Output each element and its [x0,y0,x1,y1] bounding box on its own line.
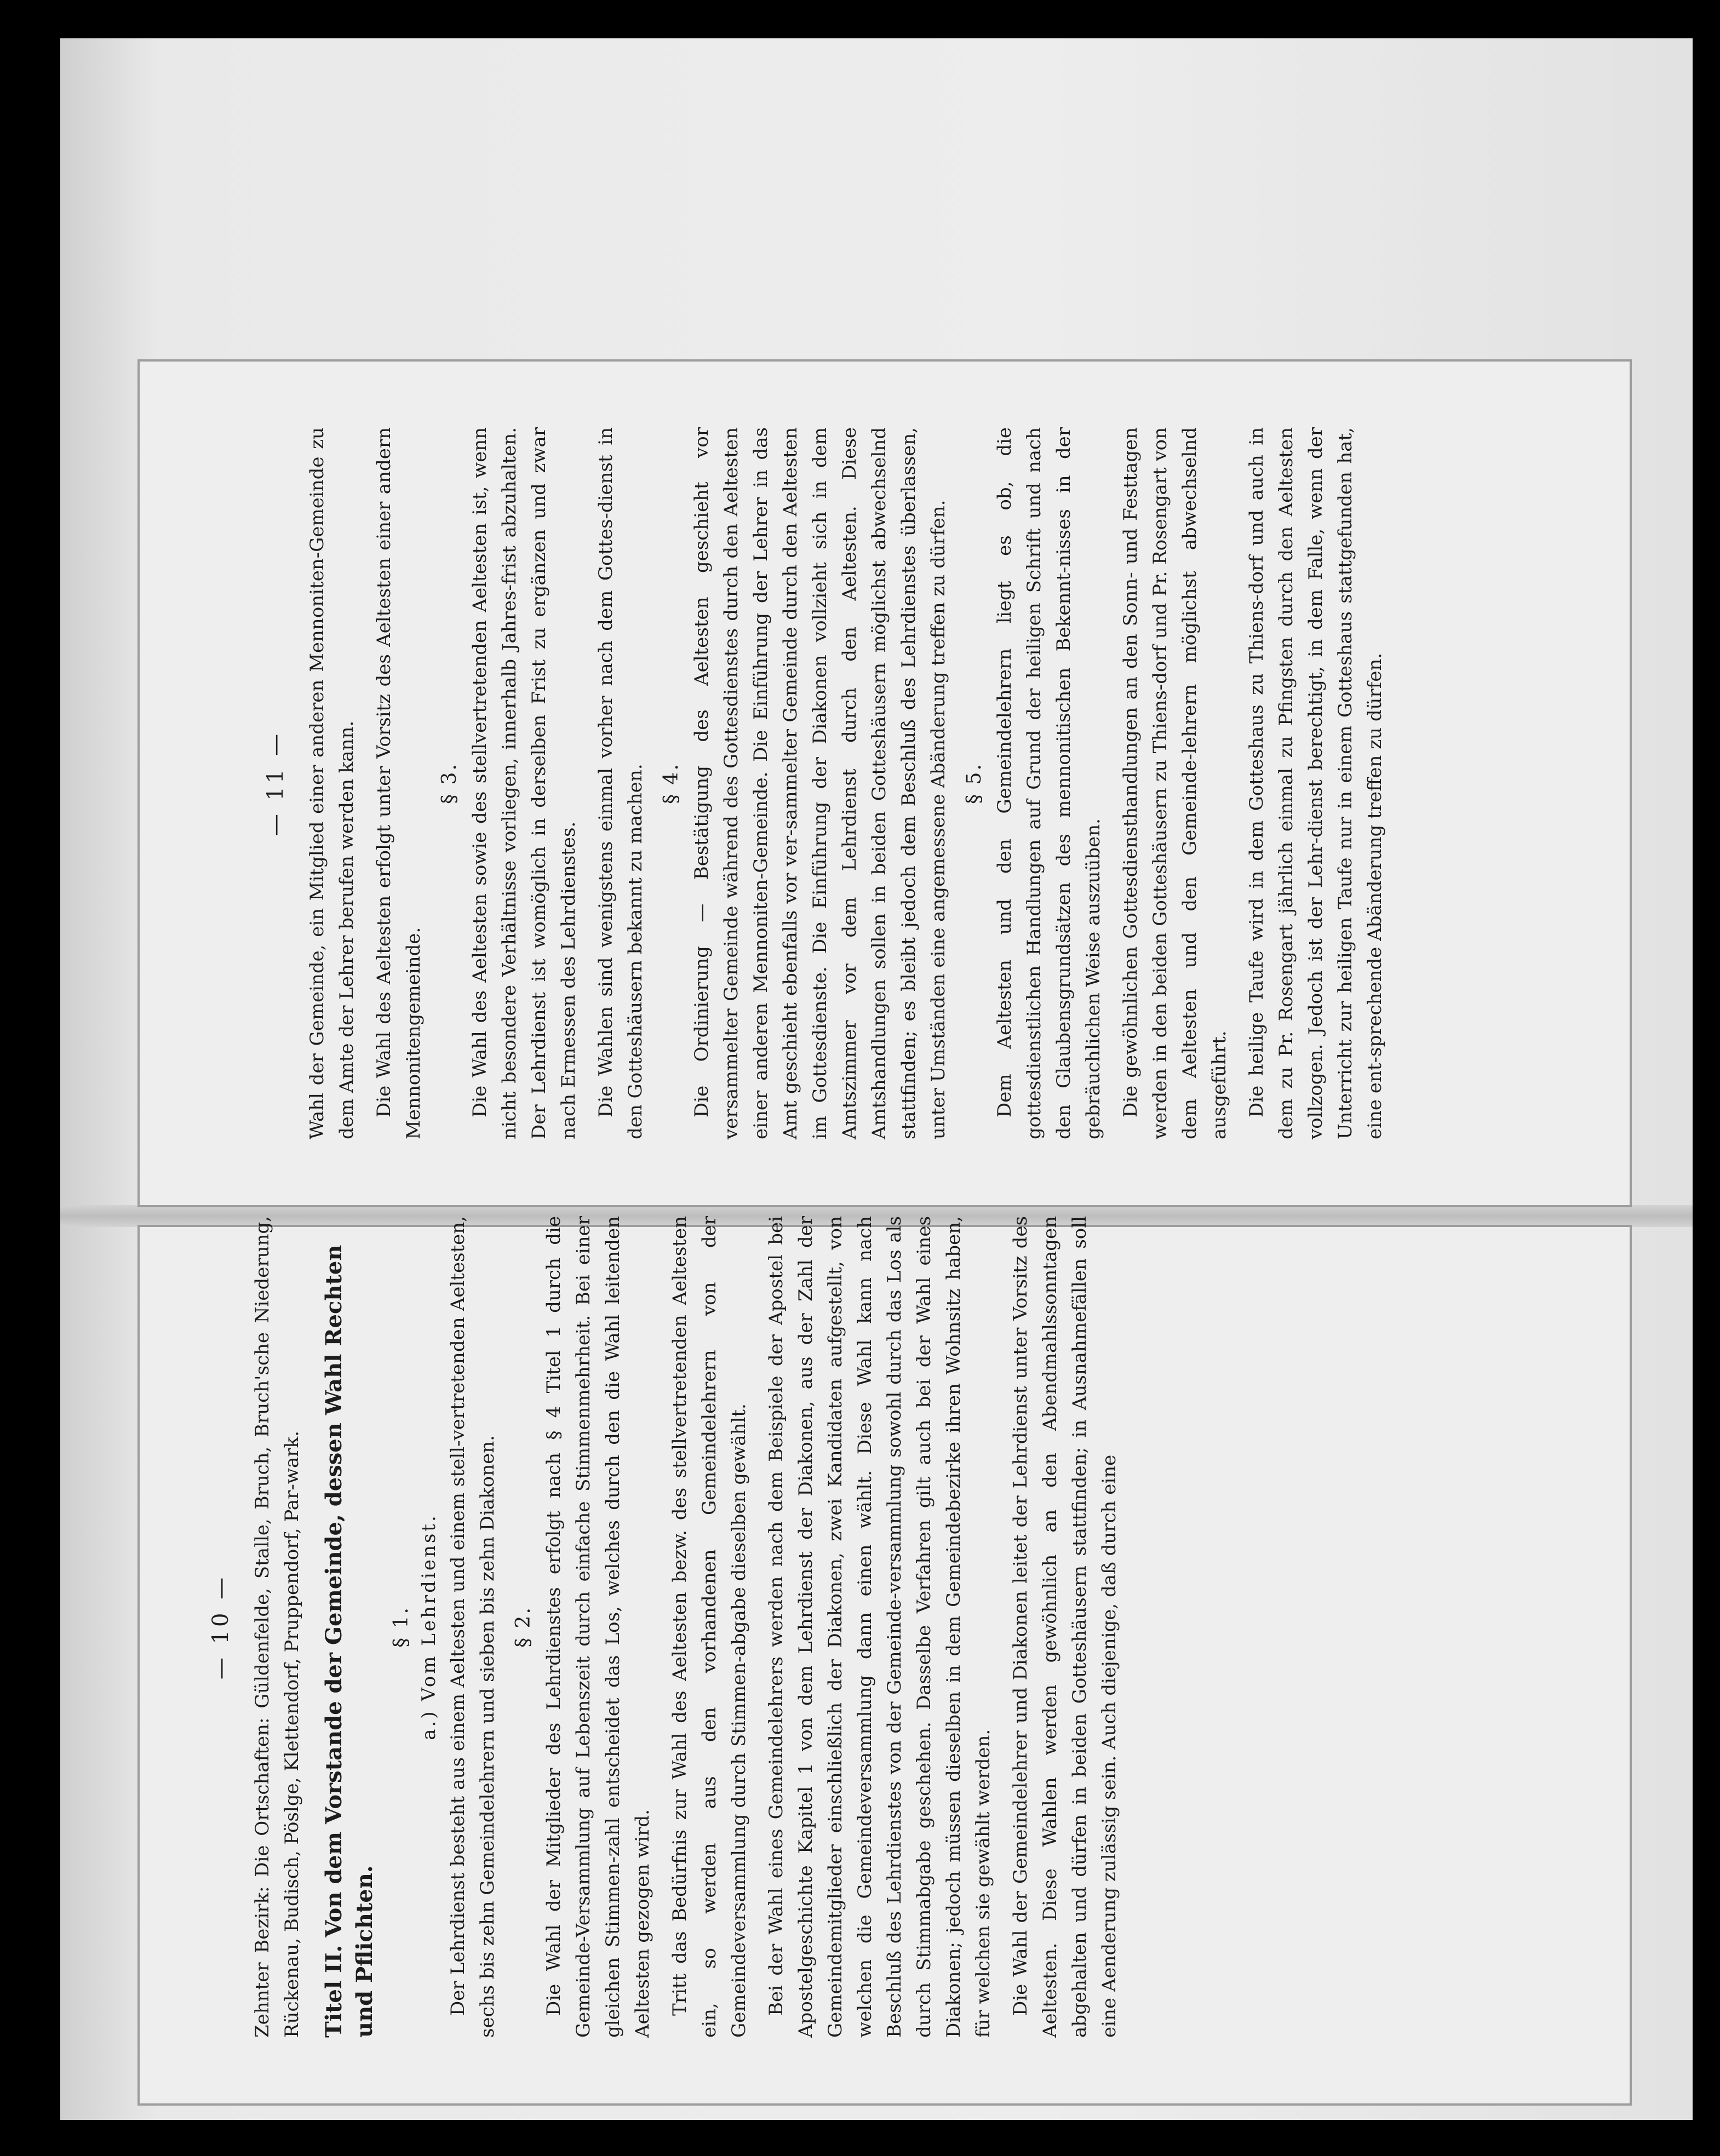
page-10-text [208,1216,1348,2038]
section-heading-1: § 1. [390,1606,412,1648]
section-1-paragraph: Der Lehrdienst besteht aus einem Aeltesten und einem stell-vertretenden Aeltesten, sechs bis zehn Gemeindelehrern und sieben bis zehn Diakonen. [447,1216,498,2038]
chapter-title: Titel II. Von dem Vorstande der Gemeinde, dessen Wahl Rechten und Pflichten. [321,1245,377,2038]
section-2-paragraph-4: Die Wahl der Gemeindelehrer und Diakonen leitet der Lehrdienst unter Vorsitz des Aeltesten. Diese Wahlen werden gewöhnlich an den Abendmahlssonntagen abgehalten und dürfen in beiden Gotteshäusern stattfinden; in Ausnahmefällen soll eine Aenderung zulässig sein. Auch diejenige, daß durch eine [1010,1216,1120,2038]
page-number: — 11 — [263,730,288,836]
page-11-text [263,427,1446,1139]
section-2-paragraph-2: Tritt das Bedürfnis zur Wahl des Aeltesten bezw. des stellvertretenden Aeltesten ein, so werden aus den vorhandenen Gemeindelehrern von der Gemeindeversammlung durch Stimmen-abgabe dieselben gewählt. [669,1216,750,2038]
section-2-paragraph-1: Die Wahl der Mitglieder des Lehrdienstes erfolgt nach § 4 Titel 1 durch die Gemeinde-Versammlung auf Lebenszeit durch einfache Stimmenmehrheit. Bei einer gleichen Stimmen-zahl entscheidet das Los, welches durch den die Wahl leitenden Aeltesten gezogen wird. [543,1216,653,2038]
section-2-paragraph-3: Bei der Wahl eines Gemeindelehrers werden nach dem Beispiele der Apostel bei Apostelgeschichte Kapitel 1 von dem Lehrdienst der Diakonen, aus der Zahl der Gemeindemitglieder einschließlich der Diakonen, zwei Kandidaten aufgestellt, von welchen die Gemeindeversammlung dann einen wählt. Diese Wahl kann nach Beschluß des Lehrdienstes von der Gemeinde-versammlung sowohl durch das Los als durch Stimmabgabe geschehen. Dasselbe Verfahren gilt auch bei der Wahl eines Diakonen; jedoch müssen dieselben in dem Gemeindebezirke ihren Wohnsitz haben, für welchen sie gewählt werden. [765,1216,994,2038]
section-1-subheading: a.) Vom Lehrdienst. [418,1513,440,1740]
section-heading-4: § 4. [660,762,683,804]
intro-paragraph-1: Wahl der Gemeinde, ein Mitglied einer anderen Mennoniten-Gemeinde zu dem Amte der Lehrer berufen werden kann. [306,427,358,1139]
district-paragraph: Zehnter Bezirk: Die Ortschaften: Güldenfelde, Stalle, Bruch, Bruch'sche Niederung, Rückenau, Budisch, Pöslge, Klettendorf, Pruppendorf, Par-wark. [251,1216,303,2038]
section-5-paragraph-3: Die heilige Taufe wird in dem Gotteshaus zu Thiens-dorf und auch in dem zu Pr. Rosengart jährlich einmal zu Pfingsten durch den Aeltesten vollzogen. Jedoch ist der Lehr-dienst berechtigt, in dem Falle, wenn der Unterricht zur heiligen Taufe nur in einem Gotteshaus stattgefunden hat, eine ent-sprechende Abänderung treffen zu dürfen. [1246,427,1386,1139]
section-heading-2: § 2. [512,1606,535,1648]
section-3-paragraph-1: Die Wahl des Aeltesten sowie des stellvertretenden Aeltesten ist, wenn nicht besondere Verhältnisse vorliegen, innerhalb Jahres-frist abzuhalten. Der Lehrdienst ist womöglich in derselben Frist zu ergänzen und zwar nach Ermessen des Lehrdienstes. [469,427,580,1139]
section-5-paragraph-2: Die gewöhnlichen Gottesdiensthandlungen an den Sonn- und Festtagen werden in den beiden Gotteshäusern zu Thiens-dorf und Pr. Rosengart von dem Aeltesten und den Gemeinde-lehrern möglichst abwechselnd ausgeführt. [1120,427,1230,1139]
section-heading-3: § 3. [438,762,461,804]
section-heading-5: § 5. [963,762,985,804]
section-5-paragraph-1: Dem Aeltesten und den Gemeindelehrern liegt es ob, die gottesdienstlichen Handlungen auf Grund der heiligen Schrift und nach den Glaubensgrundsätzen des mennonitischen Bekennt-nisses in der gebräuchlichen Weise auszuüben. [994,427,1104,1139]
section-3-paragraph-2: Die Wahlen sind wenigstens einmal vorher nach dem Gottes-dienst in den Gotteshäusern bekannt zu machen. [595,427,646,1139]
section-4-paragraph-1: Die Ordinierung — Bestätigung des Aeltesten geschieht vor versammelter Gemeinde während des Gottesdienstes durch den Aeltesten einer anderen Mennoniten-Gemeinde. Die Einführung der Lehrer in das Amt geschieht ebenfalls vor ver-sammelter Gemeinde durch den Aeltesten im Gottesdienste. Die Einführung der Diakonen vollzieht sich in dem Amtszimmer vor dem Lehrdienst durch den Aeltesten. Diese Amtshandlungen sollen in beiden Gotteshäusern möglichst abwechselnd stattfinden; es bleibt jedoch dem Beschluß des Lehrdienstes überlassen, unter Umständen eine angemessene Abänderung treffen zu dürfen. [691,427,949,1139]
intro-paragraph-2: Die Wahl des Aeltesten erfolgt unter Vorsitz des Aeltesten einer andern Mennonitengemeinde. [373,427,425,1139]
page-number: — 10 — [208,1574,233,1680]
